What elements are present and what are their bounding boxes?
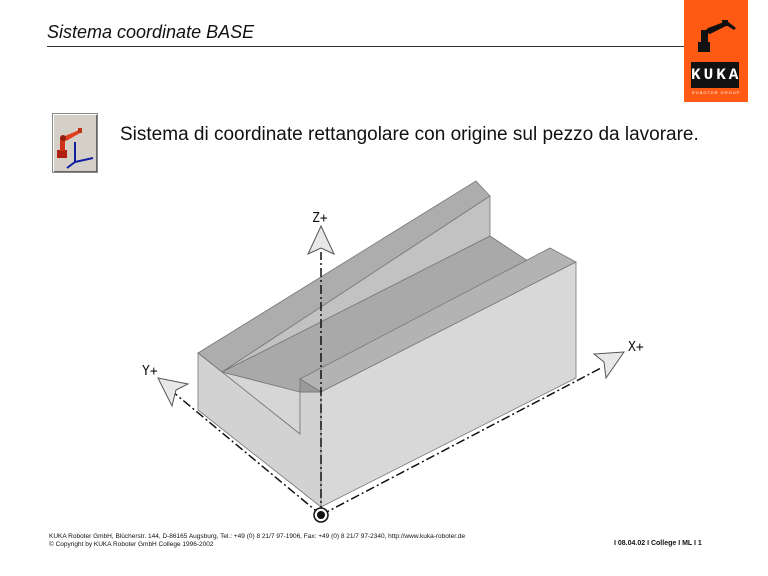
- footer-address: [49, 533, 465, 549]
- x-axis-arrow-icon: [594, 352, 624, 378]
- footer-copyright: © Copyright by KUKA Roboter GmbH College 1996-2002: [49, 541, 214, 548]
- y-axis-label: Y+: [142, 364, 158, 379]
- z-axis-label: Z+: [312, 211, 328, 226]
- logo-text: KUKA: [691, 62, 739, 88]
- origin-dot: [317, 511, 325, 519]
- logo-subtext: ROBOTER GROUP: [691, 90, 741, 95]
- z-axis-arrow-icon: [308, 226, 334, 254]
- y-axis-arrow-icon: [158, 378, 188, 406]
- footer-page-info: I 08.04.02 I College I ML I 1: [614, 540, 702, 547]
- x-axis-label: X+: [628, 340, 644, 355]
- description-text: Sistema di coordinate rettangolare con origine sul pezzo da lavorare.: [120, 124, 699, 145]
- footer-line1: KUKA Roboter GmbH, Blücherstr. 144, D-86165 Augsburg, Tel.: +49 (0) 8 21/7 97-1906, Fax: +49 (0) 8 21/7 97-2340, http://www.kuka-roboter.de: [49, 533, 466, 540]
- page-title: Sistema coordinate BASE: [47, 22, 255, 42]
